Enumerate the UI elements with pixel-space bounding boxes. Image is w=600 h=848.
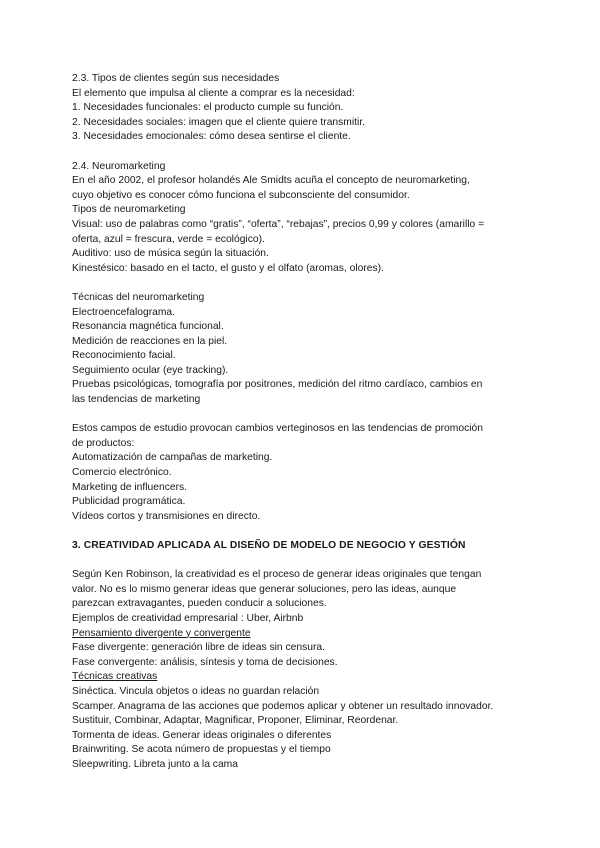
examples-line: Ejemplos de creatividad empresarial : Uber, Airbnb (72, 612, 304, 624)
thinking-title: Pensamiento divergente y convergente (72, 627, 251, 639)
list-item: Medición de reacciones en la piel. (72, 335, 228, 347)
list-item: Automatización de campañas de marketing. (72, 452, 273, 464)
paragraph-line: En el año 2002, el profesor holandés Ale Smidts acuña el concepto de neuromarketing, (72, 175, 470, 187)
section-2-3-title: 2.3. Tipos de clientes según sus necesidades (72, 73, 280, 84)
types-title: Tipos de neuromarketing (72, 204, 186, 216)
paragraph-line: las tendencias de marketing (72, 394, 201, 406)
paragraph-line: cuyo objetivo es conocer cómo funciona el subconsciente del consumidor. (72, 189, 410, 201)
list-item: Tormenta de ideas. Generar ideas originales o diferentes (72, 729, 332, 741)
paragraph-line: parezcan extravagantes, pueden conducir a soluciones. (72, 598, 327, 610)
list-item: 2. Necesidades sociales: imagen que el cliente quiere transmitir. (72, 116, 366, 128)
list-item: Sleepwriting. Libreta junto a la cama (72, 758, 238, 770)
list-item: Publicidad programática. (72, 496, 186, 508)
paragraph-line: Según Ken Robinson, la creatividad es el proceso de generar ideas originales que tengan (72, 569, 482, 581)
paragraph-line: de productos: (72, 437, 135, 449)
section-2-4-title: 2.4. Neuromarketing (72, 160, 166, 172)
list-item: Brainwriting. Se acota número de propuestas y el tiempo (72, 744, 331, 756)
paragraph-line: Kinestésico: basado en el tacto, el gusto y el olfato (aromas, olores). (72, 262, 384, 274)
list-item: Marketing de influencers. (72, 481, 188, 493)
paragraph-line: Estos campos de estudio provocan cambios verteginosos en las tendencias de promoción (72, 423, 483, 435)
paragraph-line: Pruebas psicológicas, tomografía por positrones, medición del ritmo cardíaco, cambios en (72, 379, 483, 391)
section-2-3-intro: El elemento que impulsa al cliente a comprar es la necesidad: (72, 87, 355, 99)
list-item: 1. Necesidades funcionales: el producto cumple su función. (72, 102, 344, 114)
document-page (72, 72, 532, 773)
list-item: Resonancia magnética funcional. (72, 321, 224, 333)
section-3-heading: 3. CREATIVIDAD APLICADA AL DISEÑO DE MODELO DE NEGOCIO Y GESTIÓN (72, 540, 466, 551)
list-item: Sinéctica. Vincula objetos o ideas no guardan relación (72, 685, 320, 697)
paragraph-line: Fase convergente: análisis, síntesis y toma de decisiones. (72, 656, 338, 668)
list-item: Vídeos cortos y transmisiones en directo. (72, 510, 261, 522)
paragraph-line: oferta, azul = frescura, verde = ecológico). (72, 233, 265, 245)
list-item: Scamper. Anagrama de las acciones que podemos aplicar y obtener un resultado innovador. (72, 700, 494, 712)
list-item: 3. Necesidades emocionales: cómo desea sentirse el cliente. (72, 131, 351, 143)
list-item: Reconocimiento facial. (72, 350, 176, 362)
paragraph-line: Visual: uso de palabras como “gratis”, “oferta”, “rebajas”, precios 0,99 y colores (amarillo = (72, 218, 485, 230)
list-item: Sustituir, Combinar, Adaptar, Magnificar, Proponer, Eliminar, Reordenar. (72, 715, 399, 727)
techniques-title: Técnicas del neuromarketing (72, 291, 205, 303)
list-item: Comercio electrónico. (72, 467, 172, 479)
paragraph-line: Auditivo: uso de música según la situación. (72, 248, 269, 260)
list-item: Electroencefalograma. (72, 306, 176, 318)
creative-techniques-title: Técnicas creativas (72, 671, 158, 683)
paragraph-line: valor. No es lo mismo generar ideas que generar soluciones, pero las ideas, aunque (72, 583, 457, 595)
list-item: Seguimiento ocular (eye tracking). (72, 364, 229, 376)
paragraph-line: Fase divergente: generación libre de ideas sin censura. (72, 642, 325, 654)
